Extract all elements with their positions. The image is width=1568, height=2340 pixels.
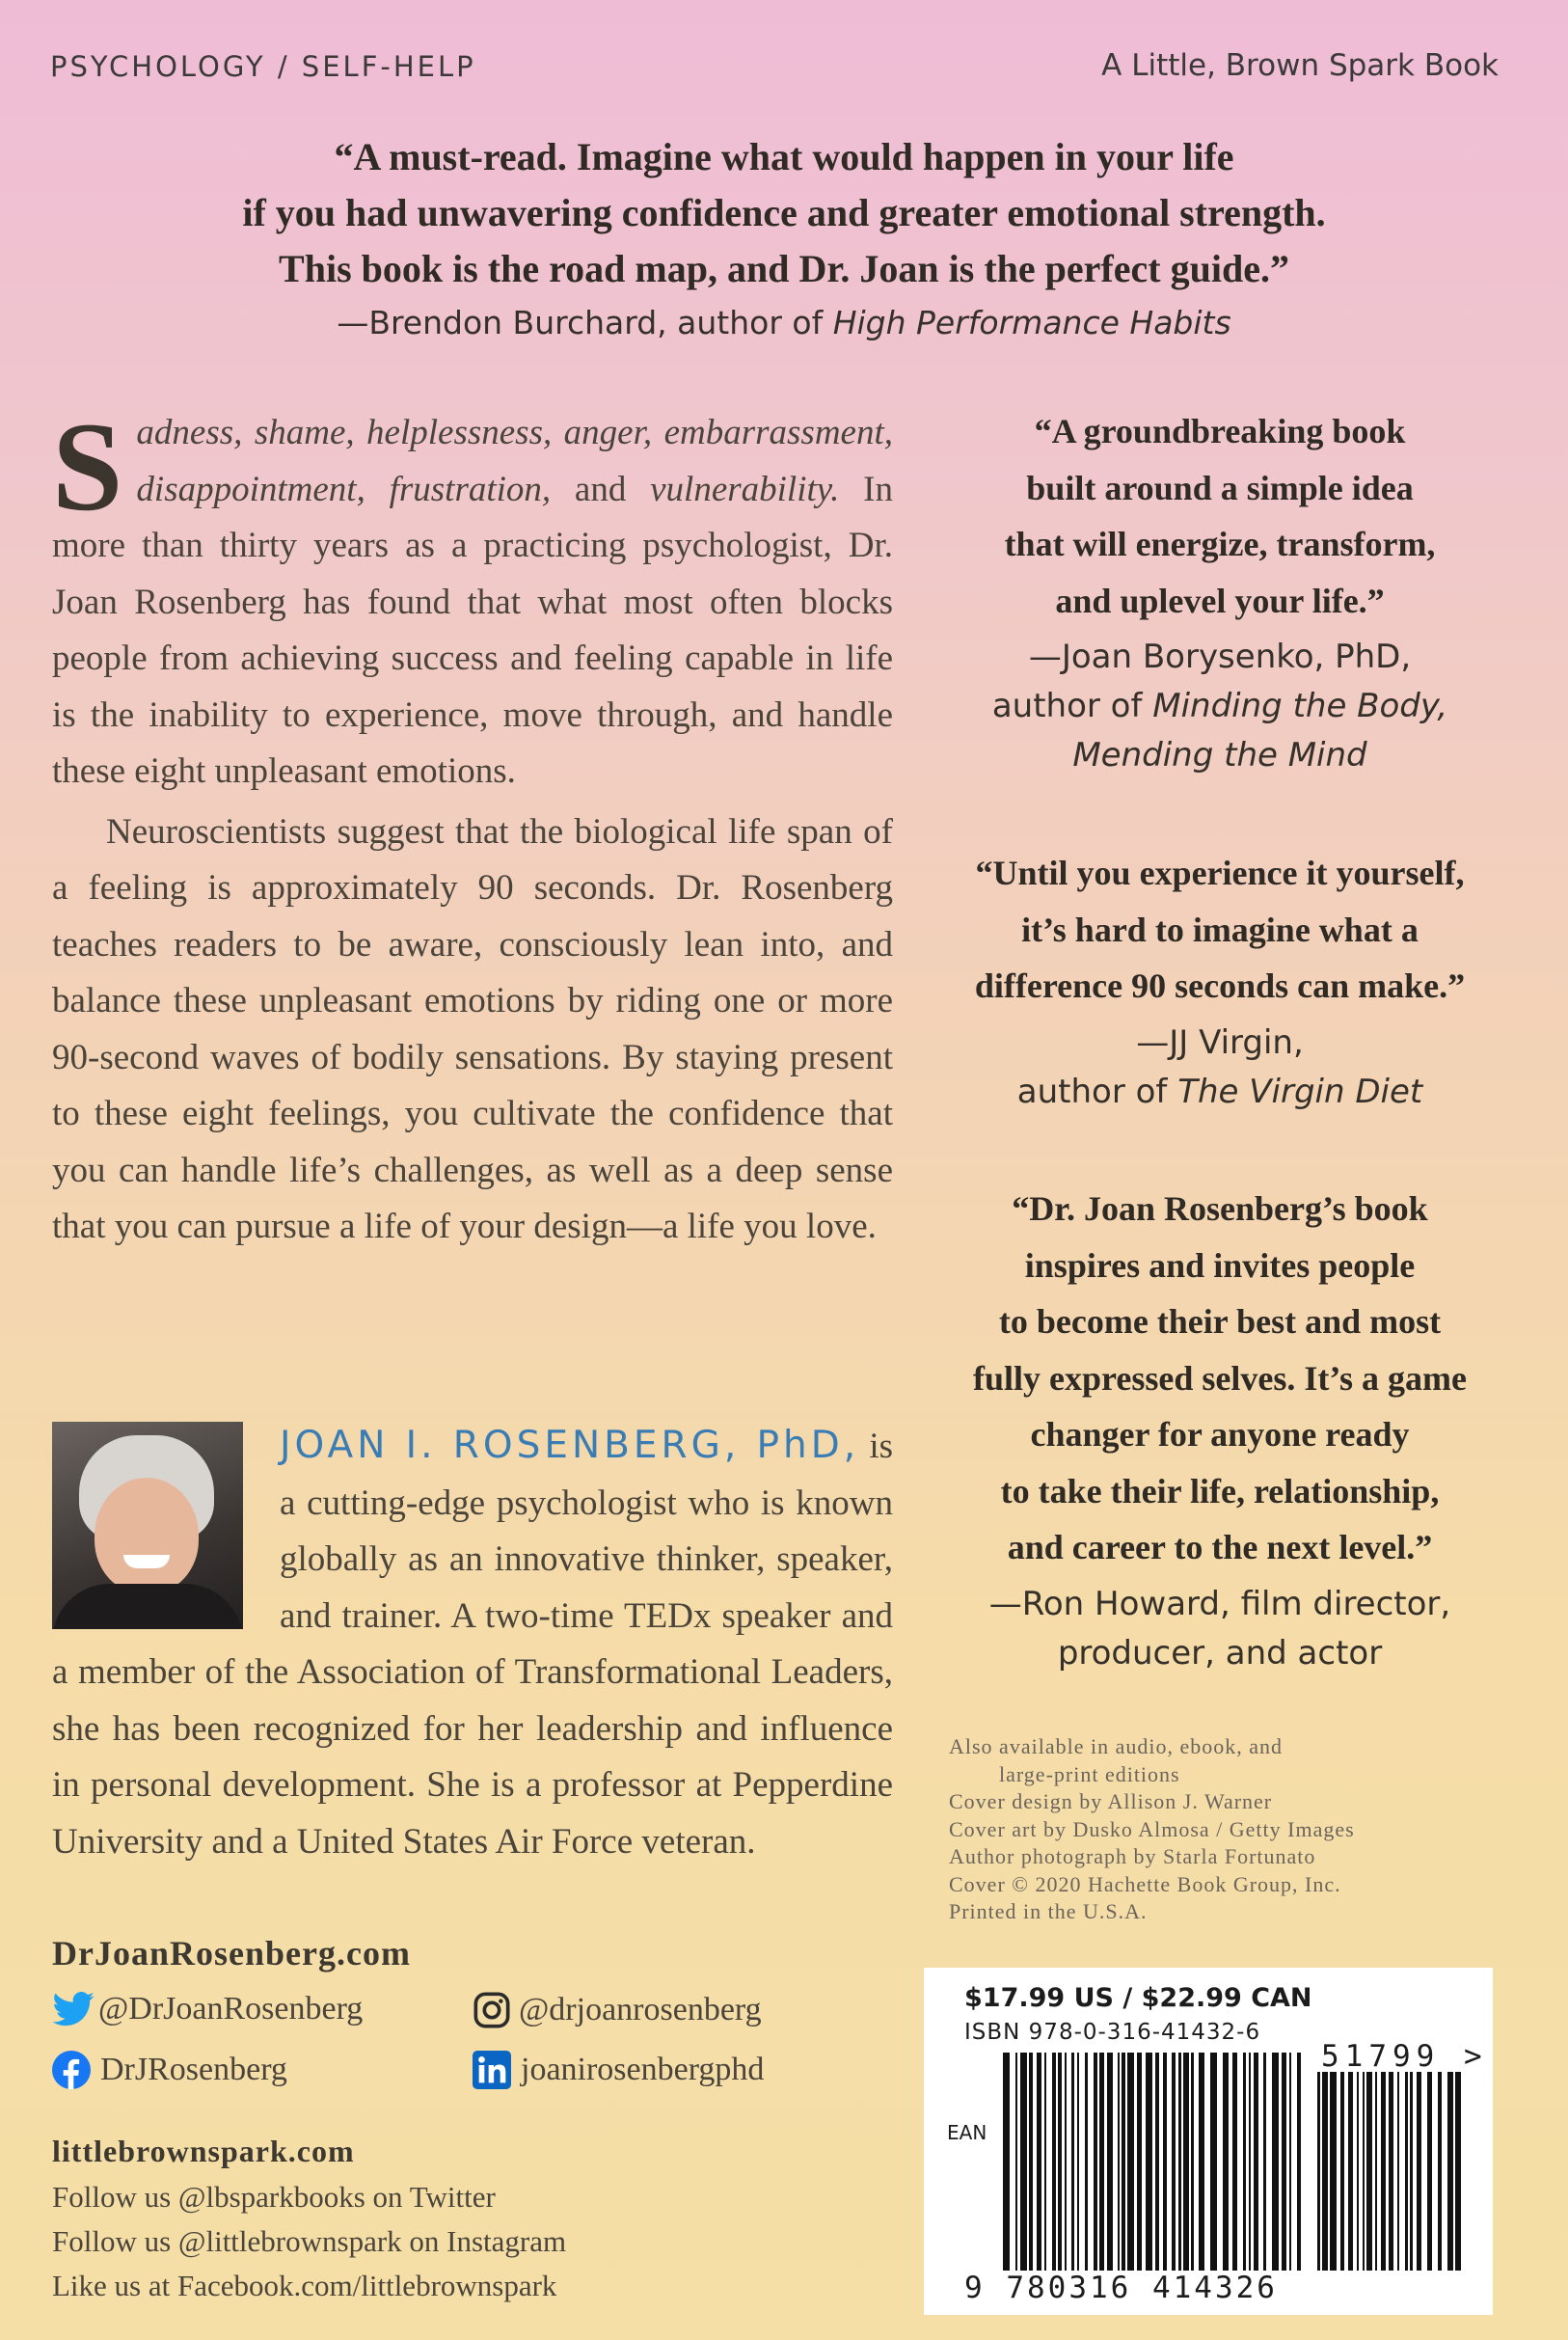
credit-line: Printed in the U.S.A.	[949, 1899, 1148, 1923]
quote-attribution: —Joan Borysenko, PhD,	[1028, 638, 1412, 676]
attribution-prefix: —Brendon Burchard, author of	[337, 304, 833, 341]
credit-line: large-print editions	[999, 1761, 1180, 1786]
addon-arrow: >	[1464, 2039, 1488, 2074]
attribution-prefix: author of	[1016, 1072, 1178, 1111]
linkedin-handle[interactable]	[473, 2051, 764, 2089]
quote-line: “Until you experience it yourself,	[975, 854, 1465, 892]
quote-line: and career to the next level.”	[1007, 1528, 1433, 1566]
quote-attribution: —Ron Howard, film director,	[988, 1584, 1451, 1623]
quote-line: “Dr. Joan Rosenberg’s book	[1012, 1189, 1428, 1228]
top-quote	[0, 129, 1568, 347]
top-quote-line: if you had unwavering confidence and greater emotional strength.	[242, 191, 1326, 234]
twitter-handle-text: @DrJoanRosenberg	[98, 1991, 364, 2027]
facebook-handle-text: DrJRosenberg	[100, 2052, 287, 2087]
side-quote-borysenko	[926, 403, 1514, 780]
top-quote-line: This book is the road map, and Dr. Joan is the perfect guide.”	[279, 247, 1289, 290]
top-quote-attribution	[0, 299, 1568, 347]
footer-instagram: Follow us @littlebrownspark on Instagram	[52, 2224, 567, 2258]
ean-label: EAN	[947, 2121, 987, 2144]
quote-line: fully expressed selves. It’s a game	[973, 1358, 1467, 1398]
quote-line: inspires and invites people	[1024, 1245, 1416, 1285]
quote-line: to become their best and most	[998, 1302, 1442, 1341]
linkedin-handle-text: joanirosenbergphd	[521, 2052, 765, 2087]
author-website[interactable]: DrJoanRosenberg.com	[52, 1934, 411, 1973]
quote-line: difference 90 seconds can make.”	[974, 966, 1466, 1005]
emotions-list-a: adness, shame, helplessness, anger, embarrassment,	[136, 413, 893, 452]
attribution-title: High Performance Habits	[832, 304, 1231, 341]
barcode-digits: 9 780316 414326	[964, 2271, 1278, 2305]
book-description	[52, 395, 893, 1256]
credit-line: Cover © 2020 Hachette Book Group, Inc.	[949, 1871, 1341, 1896]
quote-line: built around a simple idea	[1026, 468, 1414, 507]
twitter-icon	[52, 1992, 95, 2027]
side-quote-howard	[926, 1181, 1514, 1678]
author-bio-text: is a cutting-edge psychologist who is known globally as an innovative thinker, speaker, and trainer. A two-time TEDx speaker and a member of the Association of Transformational Leaders, she has been recognized for her leadership and influence in personal development. She is a professor at Pepperdine University and a United States Air Force veteran.	[52, 1427, 893, 1862]
twitter-handle[interactable]	[52, 1991, 363, 2027]
quote-attribution: Mending the Mind	[1072, 736, 1367, 775]
instagram-handle-text: @drjoanrosenberg	[519, 1992, 762, 2027]
cover-credits	[949, 1733, 1489, 1926]
description-para-1-rest: In more than thirty years as a practicing psychologist, Dr. Joan Rosenberg has found that what most often blocks people from achieving success and feeling capable in life is the inability to experience, move through, and handle these eight unpleasant emotions.	[52, 469, 893, 791]
quote-attribution	[926, 1068, 1514, 1117]
quote-line: to take their life, relationship,	[1000, 1471, 1440, 1510]
author-bio	[52, 1418, 893, 1870]
quote-attribution: —JJ Virgin,	[1136, 1022, 1304, 1062]
side-quote-virgin	[926, 845, 1514, 1117]
description-para-1	[52, 395, 893, 801]
quote-line: that will energize, transform,	[1004, 525, 1436, 563]
attribution-title: The Virgin Diet	[1177, 1072, 1423, 1111]
instagram-handle[interactable]	[473, 1991, 762, 2029]
isbn-label: ISBN 978-0-316-41432-6	[964, 2020, 1261, 2045]
barcode-addon-digits	[1321, 2039, 1488, 2074]
facebook-handle[interactable]	[52, 2051, 287, 2089]
quote-attribution: producer, and actor	[1057, 1633, 1383, 1673]
description-para-2: Neuroscientists suggest that the biological life span of a feeling is approximately 90 seconds. Dr. Rosenberg teaches readers to be aware, consciously lean into, and balance these unpleasant emotions by riding one or more 90-second waves of bodily sensations. By staying present to these eight feelings, you cultivate the confidence that you can handle life’s challenges, as well as a deep sense that you can pursue a life of your design—a life you love.	[52, 811, 893, 1246]
price-label: $17.99 US / $22.99 CAN	[964, 1983, 1312, 2013]
drop-cap: S	[52, 395, 123, 537]
credit-line: Author photograph by Starla Fortunato	[949, 1844, 1316, 1868]
top-quote-line: “A must-read. Imagine what would happen in your life	[334, 135, 1234, 178]
publisher-label: A Little, Brown Spark Book	[1101, 48, 1499, 83]
quote-line: “A groundbreaking book	[1034, 412, 1406, 450]
footer-twitter: Follow us @lbsparkbooks on Twitter	[52, 2180, 496, 2214]
credit-line: Cover design by Allison J. Warner	[949, 1789, 1273, 1813]
and-word: and	[551, 469, 651, 509]
barcode-main	[1003, 2053, 1308, 2271]
emotions-list-c: vulnerability.	[650, 469, 840, 509]
footer-facebook: Like us at Facebook.com/littlebrownspark	[52, 2269, 557, 2302]
credit-line: Also available in audio, ebook, and	[949, 1734, 1283, 1758]
quote-line: changer for anyone ready	[1030, 1415, 1410, 1454]
barcode-addon	[1317, 2072, 1462, 2271]
addon-number: 51799	[1321, 2039, 1441, 2074]
quote-line: and uplevel your life.”	[1055, 581, 1385, 620]
author-name: JOAN I. ROSENBERG, PhD,	[280, 1424, 860, 1467]
emotions-list-b: disappointment, frustration,	[136, 469, 552, 509]
attribution-title: Minding the Body,	[1152, 687, 1448, 725]
category-label: PSYCHOLOGY / SELF-HELP	[50, 50, 476, 83]
quote-line: it’s hard to imagine what a	[1021, 910, 1419, 949]
quote-attribution	[926, 682, 1514, 731]
linkedin-icon	[473, 2051, 511, 2089]
publisher-website[interactable]: littlebrownspark.com	[52, 2134, 355, 2168]
credit-line: Cover art by Dusko Almosa / Getty Images	[949, 1816, 1355, 1841]
facebook-icon	[52, 2051, 91, 2089]
attribution-prefix: author of	[991, 687, 1153, 725]
instagram-icon	[473, 1991, 511, 2029]
